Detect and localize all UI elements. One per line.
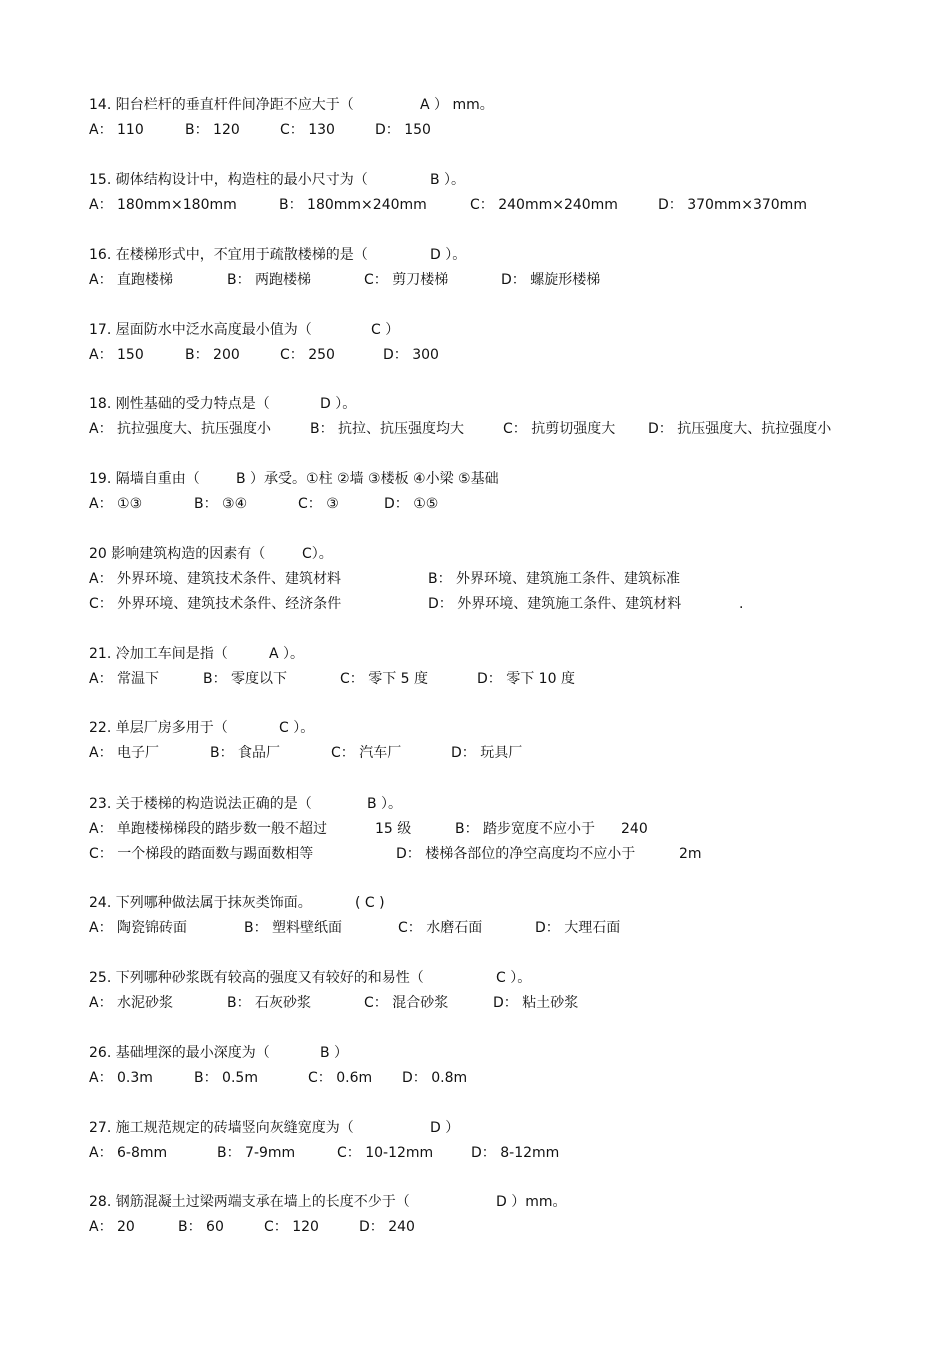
option-text: B： 踏步宽度不应小于 bbox=[455, 821, 596, 837]
options-row bbox=[89, 1066, 869, 1091]
stem-text: C ）。 bbox=[279, 720, 315, 736]
question-block bbox=[89, 168, 869, 218]
option-text: D： 8-12mm bbox=[471, 1145, 560, 1161]
option-text: A： 150 bbox=[89, 347, 144, 363]
option-text: B： 200 bbox=[185, 347, 240, 363]
stem-text: C ）。 bbox=[496, 970, 532, 986]
option-text: B： 食品厂 bbox=[210, 745, 281, 761]
option-text: A： 6-8mm bbox=[89, 1145, 168, 1161]
question-stem bbox=[89, 168, 869, 193]
question-stem bbox=[89, 243, 869, 268]
stem-text: 19. 隔墙自重由（ bbox=[89, 471, 200, 487]
question-stem bbox=[89, 93, 869, 118]
stem-text: B ）。 bbox=[430, 172, 466, 188]
option-text: A： ①③ bbox=[89, 496, 143, 512]
option-text: B： 7-9mm bbox=[217, 1145, 296, 1161]
option-text: D： 370mm×370mm bbox=[658, 197, 807, 213]
option-text: C： 10-12mm bbox=[337, 1145, 434, 1161]
option-text: D： 抗压强度大、抗拉强度小 bbox=[648, 421, 832, 437]
stem-text: D ）mm。 bbox=[496, 1194, 567, 1210]
stem-text: D ） bbox=[430, 1120, 460, 1136]
option-text: C： 240mm×240mm bbox=[470, 197, 618, 213]
options-row bbox=[89, 343, 869, 368]
option-text: C： 外界环境、建筑技术条件、经济条件 bbox=[89, 596, 342, 612]
option-text: D： 楼梯各部位的净空高度均不应小于 bbox=[396, 846, 636, 862]
option-text: A： 180mm×180mm bbox=[89, 197, 237, 213]
option-text: A： 110 bbox=[89, 122, 144, 138]
stem-text: 26. 基础埋深的最小深度为（ bbox=[89, 1045, 270, 1061]
option-text: B： 0.5m bbox=[194, 1070, 258, 1086]
option-text: D： 240 bbox=[359, 1219, 415, 1235]
question-block bbox=[89, 318, 869, 368]
stem-text: 27. 施工规范规定的砖墙竖向灰缝宽度为（ bbox=[89, 1120, 354, 1136]
question-block bbox=[89, 1041, 869, 1091]
question-block bbox=[89, 1116, 869, 1166]
question-stem bbox=[89, 716, 869, 741]
option-text: D： 150 bbox=[375, 122, 431, 138]
question-stem bbox=[89, 318, 869, 343]
options-row bbox=[89, 842, 869, 867]
question-stem bbox=[89, 642, 869, 667]
options-row bbox=[89, 193, 869, 218]
option-text: C： 抗剪切强度大 bbox=[503, 421, 616, 437]
stem-text: 16. 在楼梯形式中，不宜用于疏散楼梯的是（ bbox=[89, 247, 368, 263]
option-text: D： 外界环境、建筑施工条件、建筑材料 bbox=[428, 596, 682, 612]
question-block bbox=[89, 467, 869, 517]
option-text: A： 抗拉强度大、抗压强度小 bbox=[89, 421, 272, 437]
option-text: D： 粘土砂浆 bbox=[493, 995, 579, 1011]
stem-text: 18. 刚性基础的受力特点是（ bbox=[89, 396, 270, 412]
stem-text: 21. 冷加工车间是指（ bbox=[89, 646, 228, 662]
stem-text: 17. 屋面防水中泛水高度最小值为（ bbox=[89, 322, 312, 338]
question-stem bbox=[89, 966, 869, 991]
option-text: A： 外界环境、建筑技术条件、建筑材料 bbox=[89, 571, 342, 587]
option-text: C： 130 bbox=[280, 122, 335, 138]
option-text: A： 20 bbox=[89, 1219, 135, 1235]
question-block bbox=[89, 792, 869, 867]
options-row bbox=[89, 991, 869, 1016]
option-text: D： 0.8m bbox=[402, 1070, 468, 1086]
stem-text: 24. 下列哪种做法属于抹灰类饰面。 bbox=[89, 895, 312, 911]
question-stem bbox=[89, 392, 869, 417]
options-row bbox=[89, 817, 869, 842]
option-text: . bbox=[739, 596, 744, 612]
option-text: 2m bbox=[679, 846, 702, 862]
option-text: C： 250 bbox=[280, 347, 335, 363]
option-text: B： 180mm×240mm bbox=[279, 197, 427, 213]
question-stem bbox=[89, 467, 869, 492]
options-row bbox=[89, 1215, 869, 1240]
stem-text: 15. 砌体结构设计中，构造柱的最小尺寸为（ bbox=[89, 172, 368, 188]
option-text: C： 剪刀楼梯 bbox=[364, 272, 449, 288]
question-stem bbox=[89, 1190, 869, 1215]
question-block bbox=[89, 1190, 869, 1240]
option-text: C： 水磨石面 bbox=[398, 920, 483, 936]
stem-text: B ） bbox=[320, 1045, 349, 1061]
option-text: C： ③ bbox=[298, 496, 339, 512]
option-text: B： 外界环境、建筑施工条件、建筑标准 bbox=[428, 571, 681, 587]
options-row bbox=[89, 741, 869, 766]
option-text: C： 一个梯段的踏面数与踢面数相等 bbox=[89, 846, 314, 862]
options-row bbox=[89, 916, 869, 941]
options-row bbox=[89, 268, 869, 293]
stem-text: C ） bbox=[371, 322, 400, 338]
question-block bbox=[89, 93, 869, 143]
option-text: A： 直跑楼梯 bbox=[89, 272, 174, 288]
stem-text: ( C ) bbox=[355, 895, 385, 911]
options-row bbox=[89, 592, 869, 617]
question-stem bbox=[89, 542, 869, 567]
option-text: C： 0.6m bbox=[308, 1070, 373, 1086]
option-text: 15 级 bbox=[375, 821, 412, 837]
option-text: D： ①⑤ bbox=[384, 496, 439, 512]
question-stem bbox=[89, 792, 869, 817]
question-block bbox=[89, 542, 869, 617]
option-text: C： 汽车厂 bbox=[331, 745, 402, 761]
option-text: A： 水泥砂浆 bbox=[89, 995, 174, 1011]
option-text: C： 混合砂浆 bbox=[364, 995, 449, 1011]
option-text: B： ③④ bbox=[194, 496, 248, 512]
option-text: B： 零度以下 bbox=[203, 671, 288, 687]
stem-text: D ）。 bbox=[430, 247, 467, 263]
stem-text: A ）。 bbox=[269, 646, 305, 662]
option-text: B： 抗拉、抗压强度均大 bbox=[310, 421, 465, 437]
stem-text: C）。 bbox=[302, 546, 333, 562]
options-row bbox=[89, 667, 869, 692]
option-text: 240 bbox=[621, 821, 648, 837]
option-text: A： 陶瓷锦砖面 bbox=[89, 920, 188, 936]
option-text: C： 零下 5 度 bbox=[340, 671, 429, 687]
stem-text: B ）。 bbox=[367, 796, 403, 812]
stem-text: A ） mm。 bbox=[420, 97, 494, 113]
option-text: D： 大理石面 bbox=[535, 920, 621, 936]
option-text: A： 单跑楼梯梯段的踏步数一般不超过 bbox=[89, 821, 328, 837]
options-row bbox=[89, 567, 869, 592]
stem-text: 23. 关于楼梯的构造说法正确的是（ bbox=[89, 796, 312, 812]
option-text: A： 0.3m bbox=[89, 1070, 153, 1086]
question-stem bbox=[89, 1041, 869, 1066]
question-stem bbox=[89, 891, 869, 916]
options-row bbox=[89, 118, 869, 143]
option-text: D： 螺旋形楼梯 bbox=[501, 272, 601, 288]
stem-text: 20 影响建筑构造的因素有（ bbox=[89, 546, 266, 562]
stem-text: 28. 钢筋混凝土过梁两端支承在墙上的长度不少于（ bbox=[89, 1194, 410, 1210]
option-text: D： 零下 10 度 bbox=[477, 671, 575, 687]
question-block bbox=[89, 716, 869, 766]
stem-text: 22. 单层厂房多用于（ bbox=[89, 720, 228, 736]
option-text: B： 石灰砂浆 bbox=[227, 995, 312, 1011]
options-row bbox=[89, 1141, 869, 1166]
stem-text: 14. 阳台栏杆的垂直杆件间净距不应大于（ bbox=[89, 97, 354, 113]
option-text: A： 电子厂 bbox=[89, 745, 160, 761]
option-text: D： 玩具厂 bbox=[451, 745, 523, 761]
stem-text: 25. 下列哪种砂浆既有较高的强度又有较好的和易性（ bbox=[89, 970, 424, 986]
question-block bbox=[89, 966, 869, 1016]
option-text: C： 120 bbox=[264, 1219, 319, 1235]
option-text: B： 塑料壁纸面 bbox=[244, 920, 343, 936]
question-block bbox=[89, 642, 869, 692]
options-row bbox=[89, 417, 869, 442]
option-text: A： 常温下 bbox=[89, 671, 160, 687]
options-row bbox=[89, 492, 869, 517]
option-text: B： 两跑楼梯 bbox=[227, 272, 312, 288]
question-stem bbox=[89, 1116, 869, 1141]
stem-text: B ）承受。①柱 ②墙 ③楼板 ④小梁 ⑤基础 bbox=[236, 471, 499, 487]
question-block bbox=[89, 392, 869, 442]
option-text: D： 300 bbox=[383, 347, 439, 363]
question-block bbox=[89, 243, 869, 293]
option-text: B： 60 bbox=[178, 1219, 224, 1235]
question-block bbox=[89, 891, 869, 941]
stem-text: D ）。 bbox=[320, 396, 357, 412]
option-text: B： 120 bbox=[185, 122, 240, 138]
